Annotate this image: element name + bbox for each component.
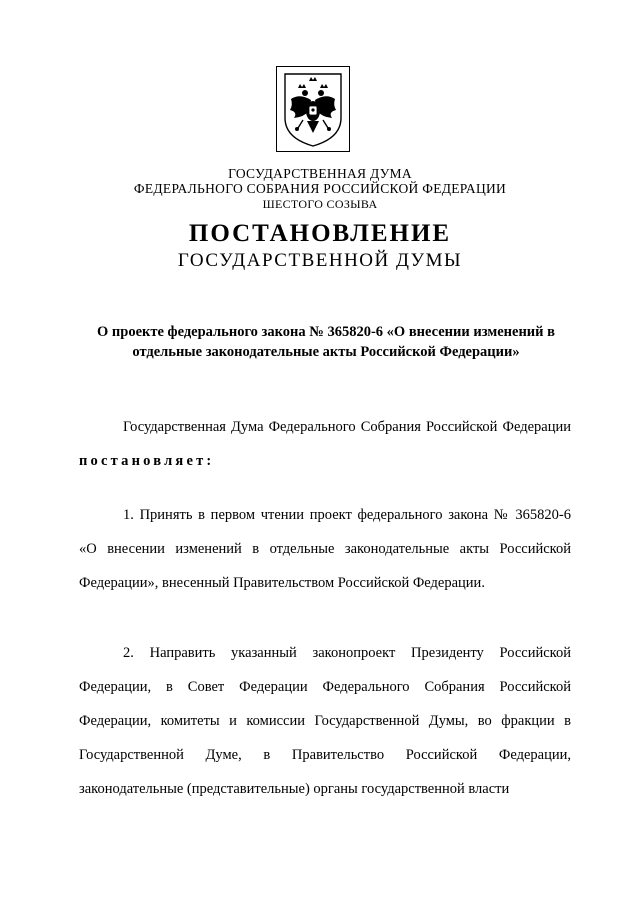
document-type-title: ПОСТАНОВЛЕНИЕ [188, 220, 452, 247]
preamble-text: Государственная Дума Федерального Собрания Российской Федерации [123, 419, 571, 435]
resolves-keyword: постановляет: [79, 453, 215, 469]
resolution-item-2: 2. Направить указанный законопроект Президенту Российской Федерации, в Совет Федерации Федерального Собрания Российской Федерации, комитеты и комиссии Государственной Думы, во фракции в Государственной Думе, в Правительство Российской Федерации, законодательные (представительные) органы государственной власти [79, 645, 571, 797]
convocation-label: ШЕСТОГО СОЗЫВА [262, 197, 378, 211]
coat-of-arms-emblem [276, 66, 350, 152]
resolution-subject: О проекте федерального закона № 365820-6 «О внесении изменений в отдельные законодательные акты Российской Федерации» [97, 324, 555, 360]
org-name-line2: ФЕДЕРАЛЬНОГО СОБРАНИЯ РОССИЙСКОЙ ФЕДЕРАЦИИ [133, 181, 507, 196]
org-name-line1: ГОСУДАРСТВЕННАЯ ДУМА [228, 166, 412, 181]
preamble-paragraph [79, 410, 571, 478]
document-subtitle: ГОСУДАРСТВЕННОЙ ДУМЫ [177, 250, 463, 271]
resolution-item-1: 1. Принять в первом чтении проект федерального закона № 365820-6 «О внесении изменений в отдельные законодательные акты Российской Федерации», внесенный Правительством Российской Федерации. [79, 507, 571, 591]
